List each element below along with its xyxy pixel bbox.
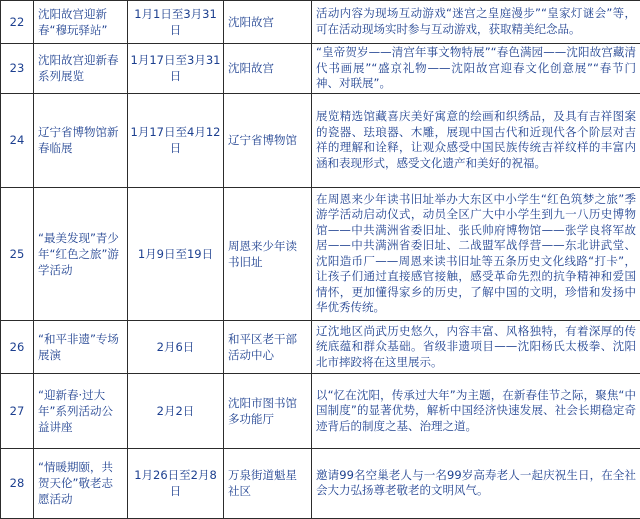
row-number: 22	[1, 1, 34, 44]
row-number: 23	[1, 43, 34, 94]
row-number: 26	[1, 320, 34, 373]
event-date: 1月17日至3月31日	[128, 43, 224, 94]
table-row	[1, 1, 640, 44]
row-number: 27	[1, 374, 34, 449]
event-name: 辽宁省博物馆新春临展	[34, 94, 128, 188]
row-number: 28	[1, 448, 34, 518]
event-description: 活动内容为现场互动游戏“迷宫之皇庭漫步”“皇家灯谜会”等，可在活动现场实时参与互动游戏，获取精美纪念品。	[312, 1, 640, 44]
table-row	[1, 187, 640, 320]
table-row	[1, 43, 640, 94]
event-description: 辽沈地区尚武历史悠久，内容丰富、风格独特，有着深厚的传统底蕴和群众基础。省级非遗项目——沈阳杨氏太极拳、沈阳北市摔跤将在这里展示。	[312, 320, 640, 373]
event-name: “迎新春·过大年”系列活动公益讲座	[34, 374, 128, 449]
event-date: 1月1日至3月31日	[128, 1, 224, 44]
event-description: “皇帝贺岁——清宫年事文物特展”“春色满园——沈阳故宫藏清代书画展”“盛京礼物——沈阳故宫迎春文化创意展”“春节门神、对联展”。	[312, 43, 640, 94]
event-name: 沈阳故宫迎新春“穆玩驿站”	[34, 1, 128, 44]
table-row	[1, 94, 640, 188]
event-venue: 万泉街道魁星社区	[224, 448, 312, 518]
event-venue: 沈阳故宫	[224, 43, 312, 94]
event-date: 1月26日至2月8日	[128, 448, 224, 518]
table-row	[1, 448, 640, 518]
event-date: 2月6日	[128, 320, 224, 373]
row-number: 25	[1, 187, 34, 320]
event-date: 2月2日	[128, 374, 224, 449]
event-description: 展览精选馆藏喜庆美好寓意的绘画和织绣品，及具有吉祥图案的瓷器、珐琅器、木雕，展现中国古代和近现代各个阶层对吉祥的理解和诠释，让观众感受中国民族传统吉祥纹样的丰富内涵和表现形式，感受文化遗产和美好的祝福。	[312, 94, 640, 188]
table-row	[1, 374, 640, 449]
event-description: 以“忆在沈阳，传承过大年”为主题，在新春佳节之际，聚焦“中国制度”的显著优势，解析中国经济快速发展、社会长期稳定奇迹背后的制度之基、治理之道。	[312, 374, 640, 449]
event-date: 1月17日至4月12日	[128, 94, 224, 188]
event-name: “和平非遗”专场展演	[34, 320, 128, 373]
event-date: 1月9日至19日	[128, 187, 224, 320]
event-venue: 辽宁省博物馆	[224, 94, 312, 188]
event-venue: 沈阳市图书馆多功能厅	[224, 374, 312, 449]
row-number: 24	[1, 94, 34, 188]
event-name: “最美发现”青少年“红色之旅”游学活动	[34, 187, 128, 320]
event-venue: 周恩来少年读书旧址	[224, 187, 312, 320]
event-description: 邀请99名空巢老人与一名99岁高寿老人一起庆祝生日，在全社会大力弘扬尊老敬老的文明风气。	[312, 448, 640, 518]
event-venue: 和平区老干部活动中心	[224, 320, 312, 373]
event-name: “情暖期颐，共贺天伦”敬老志愿活动	[34, 448, 128, 518]
event-venue: 沈阳故宫	[224, 1, 312, 44]
event-name: 沈阳故宫迎新春系列展览	[34, 43, 128, 94]
table-row	[1, 320, 640, 373]
event-description: 在周恩来少年读书旧址举办大东区中小学生“红色筑梦之旅”季游学活动启动仪式，动员全区广大中小学生到九一八历史博物馆——中共满洲省委旧址、张氏帅府博物馆——张学良将军故居——中共满洲省委旧址、二战盟军战俘营——东北讲武堂、沈阳造币厂——周恩来读书旧址等五条历史文化线路“打卡”，让孩子们通过直接感官接触，感受革命先烈的抗争精神和爱国情怀，更加懂得家乡的历史，了解中国的文明，珍惜和发扬中华优秀传统。	[312, 187, 640, 320]
